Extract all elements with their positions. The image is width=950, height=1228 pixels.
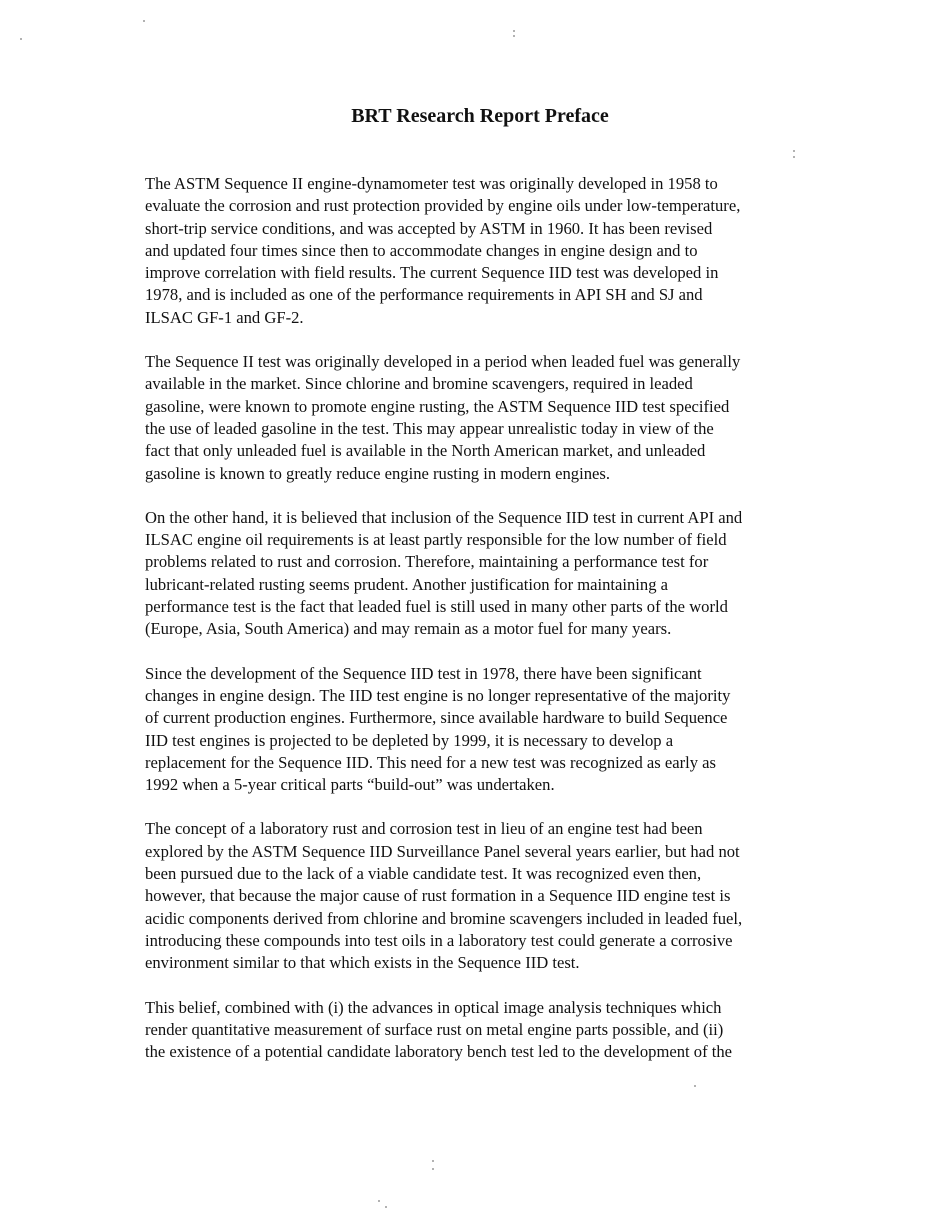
paragraph-3 bbox=[145, 507, 825, 641]
text-line: however, that because the major cause of rust formation in a Sequence IID engine test is bbox=[145, 886, 731, 906]
text-line: available in the market. Since chlorine and bromine scavengers, required in leaded bbox=[145, 374, 693, 394]
text-line: replacement for the Sequence IID. This need for a new test was recognized as early as bbox=[145, 752, 717, 772]
paragraph-4 bbox=[145, 663, 825, 797]
text-line: ILSAC engine oil requirements is at least partly responsible for the low number of field bbox=[145, 530, 727, 550]
text-line: the use of leaded gasoline in the test. This may appear unrealistic today in view of the bbox=[145, 418, 714, 438]
text-line: environment similar to that which exists in the Sequence IID test. bbox=[145, 953, 580, 973]
text-line: The ASTM Sequence II engine-dynamometer test was originally developed in 1958 to bbox=[145, 174, 718, 193]
scan-speck bbox=[143, 20, 145, 22]
text-line: fact that only unleaded fuel is available in the North American market, and unleaded bbox=[145, 441, 706, 461]
paragraph-2 bbox=[145, 351, 825, 485]
text-line: (Europe, Asia, South America) and may remain as a motor fuel for many years. bbox=[145, 619, 672, 639]
text-line: and updated four times since then to accommodate changes in engine design and to bbox=[145, 240, 698, 260]
text-line: 1978, and is included as one of the performance requirements in API SH and SJ and bbox=[145, 285, 703, 305]
text-line: the existence of a potential candidate laboratory bench test led to the development of the bbox=[145, 1042, 733, 1062]
scan-speck bbox=[793, 156, 795, 158]
paragraph-5 bbox=[145, 818, 825, 974]
body-text bbox=[145, 173, 825, 1085]
paragraph-1 bbox=[145, 173, 825, 329]
text-line: IID test engines is projected to be depleted by 1999, it is necessary to develop a bbox=[145, 730, 674, 750]
text-line: improve correlation with field results. The current Sequence IID test was developed in bbox=[145, 263, 719, 283]
scan-speck bbox=[385, 1206, 387, 1208]
text-line: Since the development of the Sequence IID test in 1978, there have been significant bbox=[145, 663, 702, 683]
scan-speck bbox=[513, 30, 515, 32]
text-line: This belief, combined with (i) the advances in optical image analysis techniques which bbox=[145, 997, 722, 1017]
text-line: evaluate the corrosion and rust protection provided by engine oils under low-temperature, bbox=[145, 196, 741, 216]
text-line: 1992 when a 5-year critical parts “build-out” was undertaken. bbox=[145, 775, 555, 795]
text-line: problems related to rust and corrosion. Therefore, maintaining a performance test for bbox=[145, 552, 709, 572]
scan-speck bbox=[432, 1160, 434, 1162]
text-line: acidic components derived from chlorine and bromine scavengers included in leaded fuel, bbox=[145, 908, 743, 928]
text-line: of current production engines. Furthermore, since available hardware to build Sequence bbox=[145, 708, 728, 728]
scan-speck bbox=[20, 38, 22, 40]
scan-speck bbox=[378, 1200, 380, 1202]
text-line: ILSAC GF-1 and GF-2. bbox=[145, 307, 304, 327]
text-line: been pursued due to the lack of a viable candidate test. It was recognized even then, bbox=[145, 864, 702, 884]
text-line: performance test is the fact that leaded fuel is still used in many other parts of the world bbox=[145, 597, 728, 617]
text-line: The Sequence II test was originally developed in a period when leaded fuel was generally bbox=[145, 352, 741, 372]
text-line: short-trip service conditions, and was accepted by ASTM in 1960. It has been revised bbox=[145, 218, 713, 238]
text-line: gasoline, were known to promote engine rusting, the ASTM Sequence IID test specified bbox=[145, 396, 730, 416]
text-line: gasoline is known to greatly reduce engine rusting in modern engines. bbox=[145, 463, 610, 483]
text-line: On the other hand, it is believed that inclusion of the Sequence IID test in current API and bbox=[145, 507, 743, 527]
text-line: changes in engine design. The IID test engine is no longer representative of the majority bbox=[145, 685, 731, 705]
text-line: introducing these compounds into test oils in a laboratory test could generate a corrosive bbox=[145, 930, 733, 950]
scan-speck bbox=[513, 35, 515, 37]
paragraph-6 bbox=[145, 997, 825, 1064]
page-title: BRT Research Report Preface bbox=[351, 105, 609, 127]
text-line: lubricant-related rusting seems prudent. Another justification for maintaining a bbox=[145, 574, 669, 594]
scan-speck bbox=[694, 1085, 696, 1087]
text-line: render quantitative measurement of surface rust on metal engine parts possible, and (ii) bbox=[145, 1019, 724, 1039]
text-line: explored by the ASTM Sequence IID Surveillance Panel several years earlier, but had not bbox=[145, 841, 740, 861]
text-line: The concept of a laboratory rust and corrosion test in lieu of an engine test had been bbox=[145, 819, 703, 839]
scan-speck bbox=[432, 1168, 434, 1170]
scan-speck bbox=[793, 150, 795, 152]
